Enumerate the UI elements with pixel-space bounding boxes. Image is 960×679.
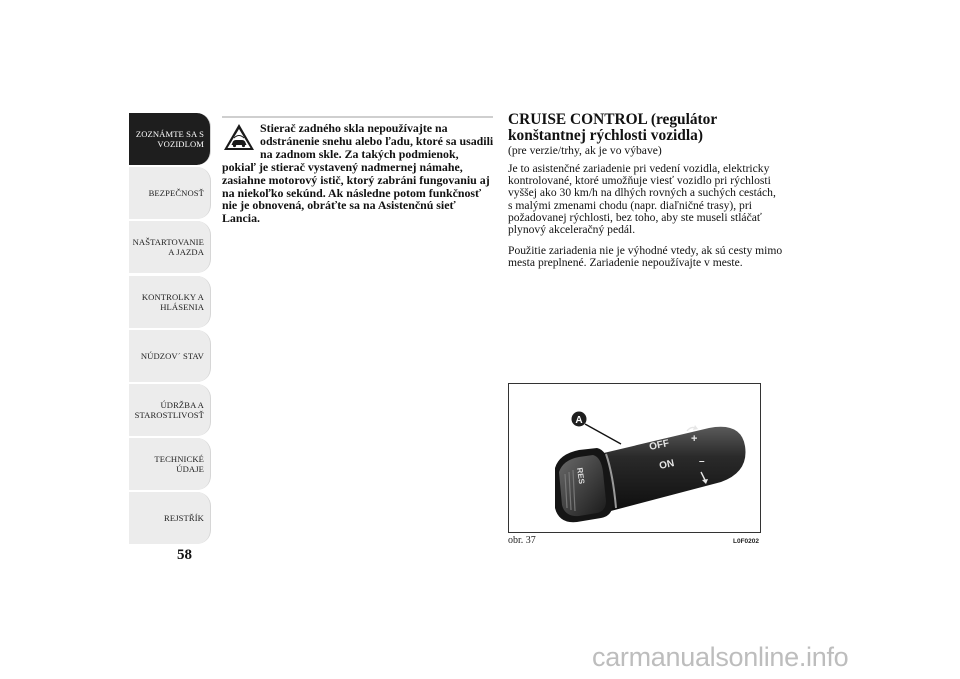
lever-minus-label: –	[699, 456, 705, 467]
tab-udrzba-a-starostlivost[interactable]	[129, 384, 211, 436]
tab-label: KONTROLKY A HLÁSENIA	[141, 291, 204, 312]
tab-label: ÚDRŽBA A STAROSTLIVOSŤ	[134, 399, 204, 420]
tab-bezpecnost[interactable]	[129, 167, 211, 219]
tab-nastartovanie-a-jazda[interactable]	[129, 221, 211, 273]
page-number: 58	[177, 547, 192, 563]
section-title-line2: konštantnej rýchlosti vozidla)	[508, 126, 703, 144]
tab-label: REJSTŘÍK	[164, 513, 204, 524]
figure-caption: obr. 37	[508, 535, 536, 546]
lever-plus-label: +	[691, 433, 698, 445]
figure-cruise-control-lever	[508, 383, 761, 533]
warning-block	[222, 122, 494, 225]
lever-res-label: RES	[575, 467, 587, 485]
warning-triangle-car-icon	[222, 122, 260, 160]
watermark: carmanualsonline.info	[592, 642, 849, 672]
tab-label: NAŠTARTOVANIE A JAZDA	[132, 237, 204, 258]
warning-divider	[222, 116, 493, 118]
tab-label: NÚDZOV´ STAV	[140, 350, 204, 361]
callout-a-label: A	[575, 415, 583, 426]
lever-off-label: OFF	[648, 438, 671, 453]
warning-text: Stierač zadného skla nepoužívajte na odstránenie snehu alebo ľadu, ktoré sa usadili na zadnom skle. Za takých podmienok, pokiaľ je stierač vystavený nadmernej námahe, zasiahne motorový istič, ktorý zabráni fungovaniu aj na niekoľko sekúnd. Ak následne potom funkčnosť nie je obnovená, obráťte sa na Asistenčnú sieť Lancia.	[222, 121, 494, 226]
section-title-line1: CRUISE CONTROL (regulátor	[508, 111, 718, 128]
paragraph-2: Použitie zariadenia nie je výhodné vtedy, ak sú cesty mimo mesta preplnené. Zariadenie nepoužívajte v meste.	[508, 244, 783, 270]
tab-label: ZOZNÁMTE SA S VOZIDLOM	[135, 129, 204, 149]
tab-label: BEZPEČNOSŤ	[148, 188, 204, 199]
lever-on-label: ON	[658, 458, 676, 472]
paragraph-1: Je to asistenčné zariadenie pri vedení vozidla, elektricky kontrolované, ktoré umožňuje viesť vozidlo pri rýchlosti vyššej ako 30 km/h na dlhých rovných a suchých cestách, s malými zmenami chodu (napr. diaľničné trasy), pri požadovanej rýchlosti, bez toho, aby ste museli stláčať plynový akceleračný pedál.	[508, 162, 776, 237]
tab-rejstrik[interactable]	[129, 492, 211, 544]
tab-nudzovy-stav[interactable]	[129, 330, 211, 382]
cruise-control-lever-illustration	[509, 384, 760, 532]
chapter-sidebar	[129, 113, 211, 547]
tab-kontrolky-a-hlasenia[interactable]	[129, 276, 211, 328]
tab-label: TECHNICKÉ ÚDAJE	[154, 454, 204, 475]
section-title	[508, 112, 768, 143]
figure-code: L0F0202	[733, 538, 760, 545]
section-subtitle: (pre verzie/trhy, ak je vo výbave)	[508, 144, 662, 157]
tab-zoznamte-sa-s-vozidlom[interactable]	[129, 113, 211, 165]
tab-technicke-udaje[interactable]	[129, 438, 211, 490]
